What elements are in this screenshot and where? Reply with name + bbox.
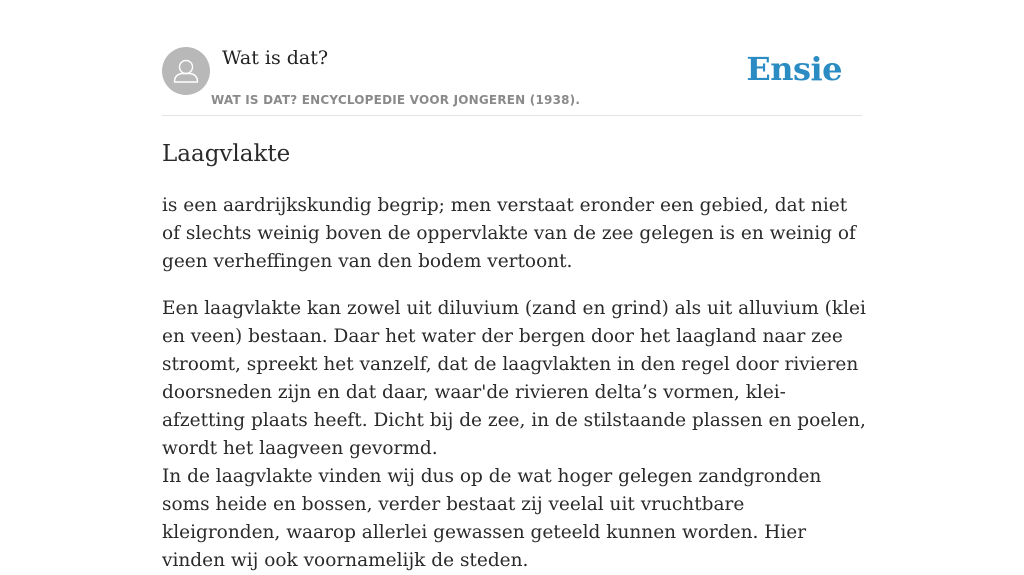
article-paragraph: In de laagvlakte vinden wij dus op de wat hoger gelegen zandgronden soms heide en bossen, verder bestaat zij veelal uit vruchtbare kleigronden, waarop allerlei gewassen geteeld kunnen worden. Hier vinden wij ook voornamelijk de steden. — [162, 466, 822, 571]
source-header — [162, 0, 862, 116]
user-icon[interactable] — [162, 47, 210, 95]
source-subtitle[interactable]: WAT IS DAT? ENCYCLOPEDIE VOOR JONGEREN (1938). — [211, 93, 581, 107]
ensie-logo[interactable]: Ensie — [746, 50, 842, 88]
article — [162, 137, 866, 575]
article-paragraph: is een aardrijkskundig begrip; men verstaat eronder een gebied, dat niet of slechts weinig boven de oppervlakte van de zee gelegen is en weinig of geen verheffingen van den bodem vertoont. — [162, 195, 856, 272]
source-title[interactable]: Wat is dat? — [222, 47, 329, 69]
article-paragraph: Een laagvlakte kan zowel uit diluvium (zand en grind) als uit alluvium (klei en veen) bestaan. Daar het water der bergen door het laagland naar zee stroomt, spreekt het vanzelf, dat de laagvlakten in den regel door rivieren doorsneden zijn en dat daar, waar'de rivieren delta’s vormen, klei-afzetting plaats heeft. Dicht bij de zee, in de stilstaande plassen en poelen, wordt het laagveen gevormd. — [162, 298, 866, 459]
article-term: Laagvlakte — [162, 141, 291, 167]
